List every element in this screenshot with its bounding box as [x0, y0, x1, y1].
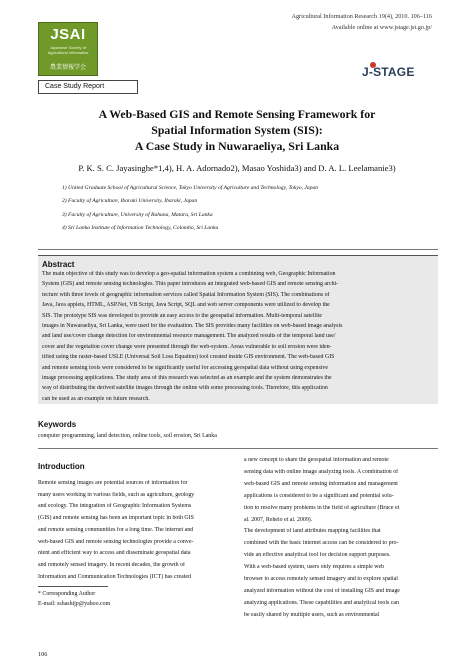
paragraph-line: applications is considered to be a significant and potential solu-: [244, 492, 394, 499]
paragraph-line: analyzing applications. These capabilities and analytical tools can: [244, 599, 399, 606]
paragraph-line: combined with the basic internet access can be considered to pro-: [244, 540, 399, 547]
paragraph-line: analyzed information without the cost of installing GIS and image: [244, 587, 400, 594]
paragraph-line: vide an effective analytical tool for decision support purposes.: [244, 552, 391, 559]
paragraph-line: al. 2007, Rehelo et al. 2009).: [244, 516, 313, 523]
email-footnote: E-mail: sshashijp@yahoo.com: [38, 601, 111, 607]
paragraph-line: a new concept to share the geospatial information and remote: [244, 457, 389, 463]
paragraph-line: be easily shared by multiple users, such as environmental: [244, 611, 380, 618]
keywords-heading: Keywords: [38, 420, 77, 429]
paragraph-line: sensing data with online image analyzing tools. A combination of: [244, 468, 399, 475]
title-line-3: A Case Study in Nuwaraeliya, Sri Lanka: [134, 139, 340, 153]
paragraph-line: With a web-based system, users only requires a simple web: [244, 564, 385, 571]
paragraph-line: tion to resolve many problems in the field of agriculture (Bruce et: [244, 504, 400, 511]
paragraph-line: (GIS) and remote sensing has been an important topic in both GIS: [38, 515, 194, 522]
abstract-heading: Abstract: [42, 260, 75, 269]
abstract-line: can be used as an example on future research.: [42, 395, 150, 402]
article-type-badge: Case Study Report: [38, 80, 138, 94]
abstract-line: image processing applications. The study area of this research was selected as an example and the system demonstrates the: [42, 375, 332, 381]
paragraph-line: Remote sensing images are potential sources of information for: [38, 480, 188, 486]
corresponding-author-note: * Corresponding Author: [38, 591, 96, 597]
availability-link[interactable]: Available online at www.jstage.jst.go.jp/: [331, 24, 432, 31]
abstract-line: and remote sensing tools were considered to be significantly useful for accessing geospatial data without using expensive: [42, 364, 328, 371]
abstract-line: tified using the raster-based USLE (Universal Soil Loss Equation) tool created inside GIS environment. The web-based GIS: [42, 354, 335, 361]
journal-citation: Agricultural Information Research 19(4), 2010. 106–116: [291, 13, 432, 20]
introduction-heading: Introduction: [38, 462, 85, 471]
paragraph-line: browser to access remotely sensed imagery and to explore spatial: [244, 576, 398, 582]
logo-text: JSAI: [50, 26, 86, 43]
title-line-2: Spatial Information System (SIS):: [151, 123, 323, 137]
jstage-logo: [356, 64, 436, 80]
paragraph-line: web-based GIS and remote sensing technologies provide a conve-: [38, 538, 194, 545]
abstract-line: SIS. The prototype SIS was developed to provide an easy access to the geospatial information. Multi-temporal satellite: [42, 312, 322, 319]
affiliation-1: 1) United Graduate School of Agricultural Science, Tokyo University of Agriculture and Technology, Tokyo, Japan: [62, 185, 319, 191]
paragraph-line: Information and Communication Technologies (ICT) has created: [38, 573, 191, 580]
divider: [38, 448, 438, 449]
footnote-rule: [38, 586, 108, 587]
paragraph-line: and remotely sensed imagery. In recent decades, the growth of: [38, 561, 185, 568]
abstract-line: images in Nuwaraeliya, Sri Lanka, were used for the evaluation. The SIS provides many facilities on web-based image analysis: [42, 323, 343, 329]
abstract-line: tecture with three levels of geographic information services called Spatial Information System (SIS). The combinations of: [42, 291, 330, 298]
paragraph-line: and ecology. The integration of Geographic Information Systems: [38, 503, 192, 510]
affiliation-4: 4) Sri Lanka Institute of Information Technology, Colombo, Sri Lanka: [62, 225, 219, 231]
affiliation-2: 2) Faculty of Agriculture, Ibaraki University, Ibaraki, Japan: [62, 198, 198, 204]
affiliation-3: 3) Faculty of Agriculture, University of Ruhuna, Matara, Sri Lanka: [62, 212, 213, 218]
abstract-line: System (GIS) and remote sensing technologies. This paper introduces an integrated web-based GIS and remote sensing archi-: [42, 281, 339, 288]
jsai-logo: [38, 22, 98, 76]
paragraph-line: and remote sensing communities for a long time. The internet and: [38, 526, 194, 533]
jstage-logo-text: J-STAGE: [362, 65, 415, 79]
abstract-line: The main objective of this study was to develop a geo-spatial information system a combining web, Geographic Information: [42, 271, 336, 277]
abstract-line: and land use/cover change detection for environmental resource management. The analyzed results of the temporal land use/: [42, 333, 336, 340]
abstract-line: Java, Java applets, HTML, ASP.Net, VB Script, Java Script, SQL and web server components were utilized to develop the: [42, 302, 330, 309]
divider: [38, 249, 438, 250]
logo-subtitle: Japanese Society of Agricultural Informatics: [47, 45, 89, 55]
paragraph-line: many users working in various fields, such as agriculture, geology: [38, 491, 195, 498]
logo-japanese: 農業情報学会: [49, 64, 86, 71]
paragraph-line: web-based GIS and remote sensing information and management: [244, 480, 398, 487]
paragraph-line: The development of land attributes mapping facilities that: [244, 528, 381, 535]
author-list: P. K. S. C. Jayasinghe*1,4), H. A. Adornado2), Masao Yoshida3) and D. A. L. Leelamanie3): [78, 163, 396, 173]
page-number: 106: [38, 651, 48, 658]
paragraph-line: nient and efficient way to access and disseminate geospatial data: [38, 550, 191, 557]
abstract-line: cover and the vegetation cover change were presented through the web-system. Areas vulnerable to soil erosion were iden-: [42, 343, 332, 350]
keywords-text: computer programming, land detection, online tools, soil erosion, Sri Lanka: [38, 433, 217, 439]
abstract-line: way of distributing the derived satellite images through the online with some processing tools. Therefore, this application: [42, 385, 328, 392]
title-line-1: A Web-Based GIS and Remote Sensing Framework for: [98, 107, 376, 121]
abstract-box: [38, 255, 438, 404]
